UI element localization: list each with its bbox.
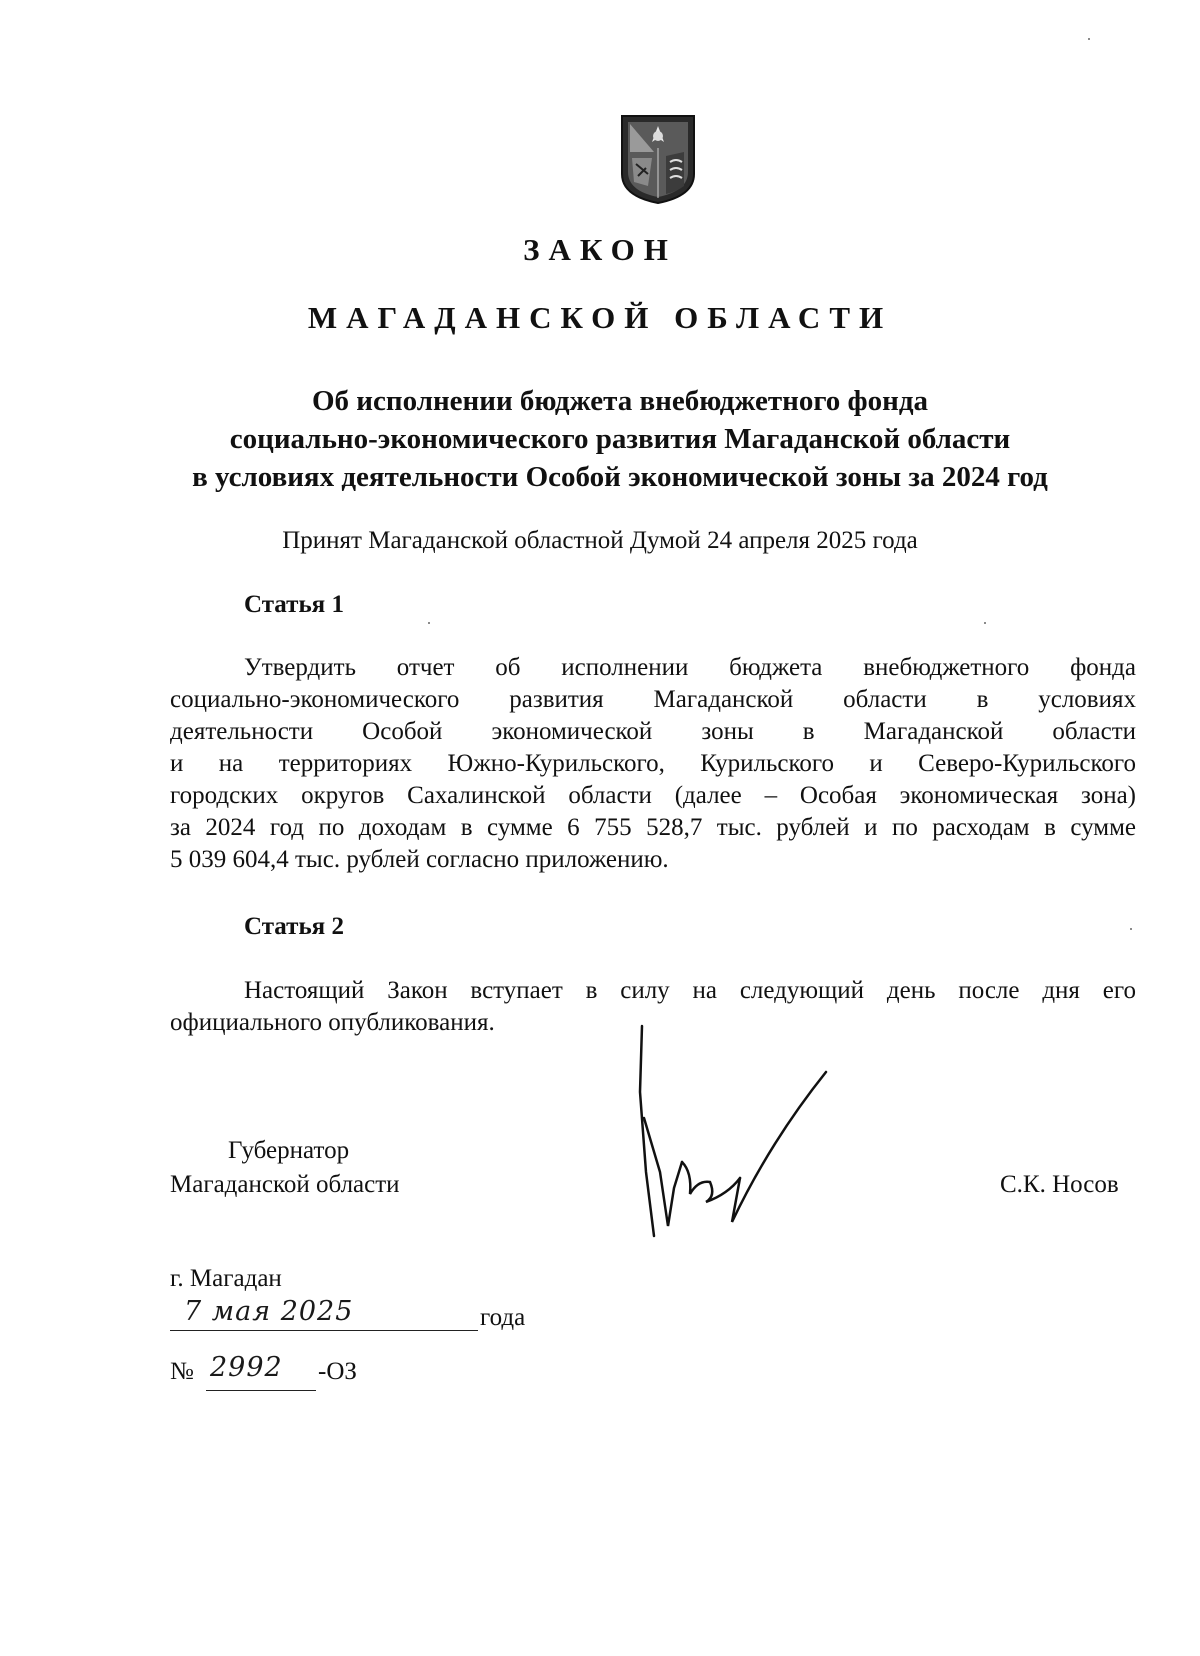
adoption-note: Принят Магаданской областной Думой 24 апреля 2025 года — [282, 527, 918, 554]
document-type-heading: ЗАКОН — [523, 232, 677, 267]
law-number — [170, 1352, 470, 1396]
article-1-line: и на территориях Южно-Курильского, Курильского и Северо-Курильского — [170, 750, 1136, 777]
law-title — [120, 382, 1120, 496]
article-1-line: городских округов Сахалинской области (далее – Особая экономическая зона) — [170, 782, 1136, 809]
scan-speck — [1130, 928, 1132, 930]
scan-speck — [428, 622, 430, 624]
article-1-line: социально-экономического развития Магаданской области в условиях — [170, 686, 1136, 713]
law-title-line: социально-экономического развития Магаданской области — [229, 423, 1011, 455]
signatory-region: Магаданской области — [170, 1171, 400, 1198]
law-title-line: Об исполнении бюджета внебюджетного фонда — [311, 385, 928, 417]
article-1-text — [170, 652, 1136, 876]
law-title-line: в условиях деятельности Особой экономической зоны за 2024 год — [192, 461, 1048, 493]
handwritten-number: 2992 — [210, 1352, 283, 1383]
number-underline — [206, 1390, 316, 1391]
signatory-name: С.К. Носов — [1000, 1171, 1119, 1198]
scan-speck — [984, 622, 986, 624]
signing-city: г. Магадан — [170, 1265, 282, 1292]
article-2-line: официального опубликования. — [170, 1009, 495, 1036]
handwritten-date: 7 мая 2025 — [184, 1296, 354, 1327]
article-1-line: деятельности Особой экономической зоны в Магаданской области — [170, 718, 1136, 745]
article-2-heading: Статья 2 — [244, 913, 344, 940]
article-1-line: Утвердить отчет об исполнении бюджета внебюджетного фонда — [244, 654, 1136, 681]
region-heading: МАГАДАНСКОЙ ОБЛАСТИ — [307, 300, 893, 335]
signatory-position: Губернатор — [228, 1137, 350, 1164]
date-suffix: года — [480, 1304, 526, 1331]
number-suffix: -ОЗ — [318, 1358, 357, 1385]
article-1-line: за 2024 год по доходам в сумме 6 755 528,7 тыс. рублей и по расходам в сумме — [170, 814, 1136, 841]
date-underline — [170, 1330, 478, 1331]
article-2-line: Настоящий Закон вступает в силу на следующий день после дня его — [244, 977, 1136, 1004]
number-sign: № — [170, 1358, 194, 1385]
article-1-line: 5 039 604,4 тыс. рублей согласно приложению. — [170, 846, 669, 873]
scan-speck — [1088, 38, 1090, 40]
coat-of-arms-icon — [618, 112, 698, 206]
handwritten-signature — [620, 1022, 850, 1252]
signing-date — [170, 1296, 570, 1336]
article-1-heading: Статья 1 — [244, 591, 344, 618]
